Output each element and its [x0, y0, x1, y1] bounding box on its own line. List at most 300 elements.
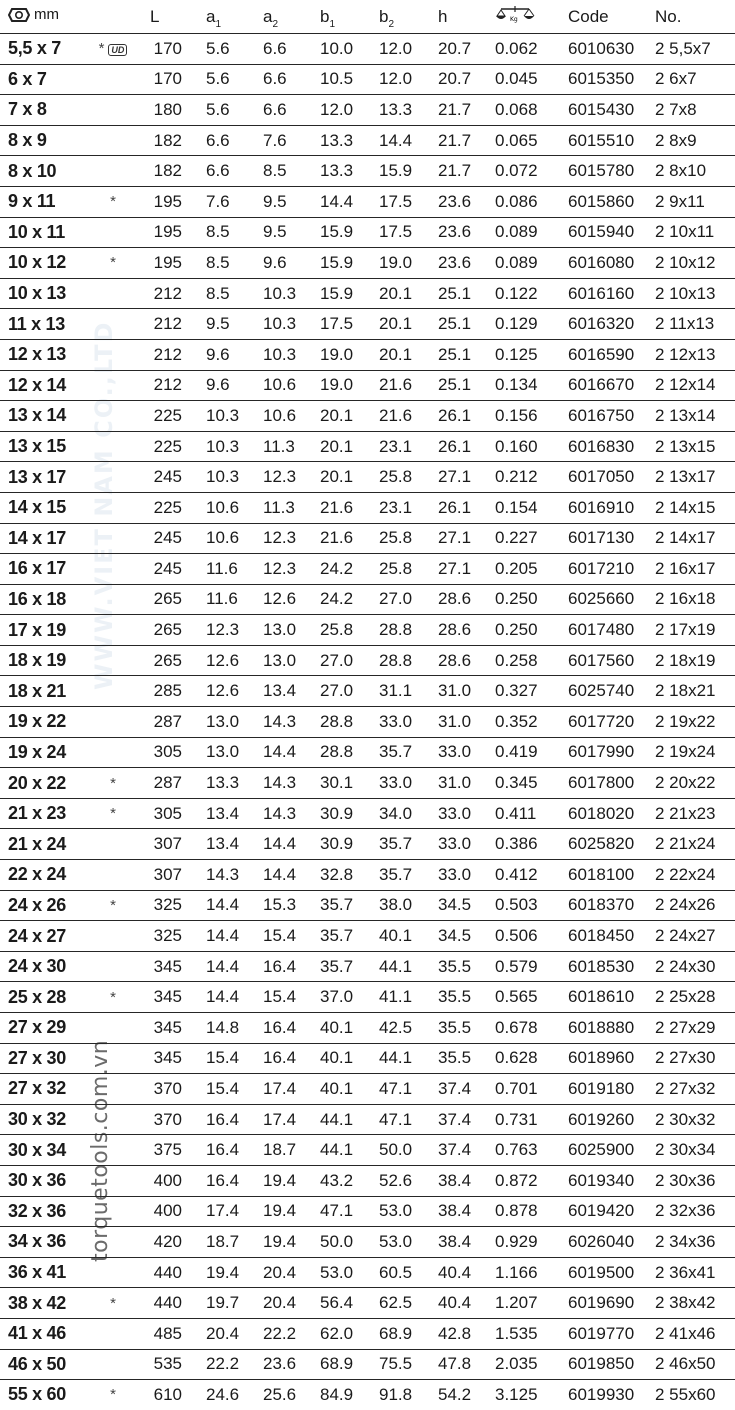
code-cell: 6025740 [568, 676, 655, 707]
code-cell: 6018370 [568, 890, 655, 921]
col-header-b1: $b_1$ [320, 6, 336, 30]
length-cell: 440 [143, 1288, 206, 1319]
table-row [0, 248, 735, 279]
b2-cell: 53.0 [379, 1227, 438, 1258]
mark-cell [83, 64, 143, 95]
part-no-cell: 2 24x26 [655, 890, 735, 921]
size-cell: 13 x 15 [0, 431, 83, 462]
table-row [0, 64, 735, 95]
col-header-weight [495, 0, 568, 34]
length-cell: 420 [143, 1227, 206, 1258]
table-row [0, 339, 735, 370]
h-cell: 25.1 [438, 278, 495, 309]
a1-cell: 14.3 [206, 860, 263, 891]
h-cell: 21.7 [438, 95, 495, 126]
length-cell: 440 [143, 1257, 206, 1288]
mark-cell [83, 829, 143, 860]
a1-cell: 12.6 [206, 645, 263, 676]
a1-cell: 5.6 [206, 34, 263, 65]
part-no-cell: 2 19x24 [655, 737, 735, 768]
code-cell: 6015780 [568, 156, 655, 187]
a1-cell: 11.6 [206, 584, 263, 615]
b1-cell: 37.0 [320, 982, 379, 1013]
part-no-cell: 2 5,5x7 [655, 34, 735, 65]
size-cell: 20 x 22 [0, 768, 83, 799]
code-cell: 6015430 [568, 95, 655, 126]
a1-cell: 20.4 [206, 1318, 263, 1349]
b2-cell: 33.0 [379, 707, 438, 738]
b1-cell: 28.8 [320, 737, 379, 768]
length-cell: 345 [143, 982, 206, 1013]
h-cell: 27.1 [438, 554, 495, 585]
b1-cell: 10.0 [320, 34, 379, 65]
h-cell: 35.5 [438, 982, 495, 1013]
length-cell: 307 [143, 829, 206, 860]
a2-cell: 10.6 [263, 401, 320, 432]
a2-cell: 11.3 [263, 431, 320, 462]
size-cell: 9 x 11 [0, 186, 83, 217]
length-cell: 400 [143, 1196, 206, 1227]
weight-cell: 0.258 [495, 645, 568, 676]
size-cell: 14 x 17 [0, 523, 83, 554]
code-cell: 6015940 [568, 217, 655, 248]
weight-cell: 0.878 [495, 1196, 568, 1227]
mark-cell: * [83, 890, 143, 921]
h-cell: 37.4 [438, 1135, 495, 1166]
h-cell: 33.0 [438, 829, 495, 860]
length-cell: 182 [143, 156, 206, 187]
weight-cell: 0.345 [495, 768, 568, 799]
length-cell: 305 [143, 737, 206, 768]
code-cell: 6017990 [568, 737, 655, 768]
a2-cell: 10.3 [263, 278, 320, 309]
mark-cell: * [83, 1380, 143, 1410]
code-cell: 6018100 [568, 860, 655, 891]
length-cell: 285 [143, 676, 206, 707]
b1-cell: 35.7 [320, 921, 379, 952]
b2-cell: 31.1 [379, 676, 438, 707]
table-row [0, 217, 735, 248]
part-no-cell: 2 41x46 [655, 1318, 735, 1349]
b2-cell: 17.5 [379, 217, 438, 248]
table-row [0, 34, 735, 65]
a2-cell: 9.6 [263, 248, 320, 279]
table-row [0, 890, 735, 921]
code-cell: 6010630 [568, 34, 655, 65]
code-cell: 6025660 [568, 584, 655, 615]
table-row [0, 370, 735, 401]
part-no-cell: 2 14x17 [655, 523, 735, 554]
table-row [0, 951, 735, 982]
h-cell: 42.8 [438, 1318, 495, 1349]
a2-cell: 17.4 [263, 1074, 320, 1105]
length-cell: 170 [143, 64, 206, 95]
weight-cell: 0.227 [495, 523, 568, 554]
b2-cell: 14.4 [379, 125, 438, 156]
a1-cell: 11.6 [206, 554, 263, 585]
a1-cell: 16.4 [206, 1135, 263, 1166]
size-cell: 30 x 36 [0, 1165, 83, 1196]
part-no-cell: 2 32x36 [655, 1196, 735, 1227]
code-cell: 6016910 [568, 492, 655, 523]
size-cell: 8 x 10 [0, 156, 83, 187]
mark-cell: * [83, 1288, 143, 1319]
a2-cell: 13.4 [263, 676, 320, 707]
h-cell: 35.5 [438, 951, 495, 982]
a1-cell: 7.6 [206, 186, 263, 217]
size-cell: 8 x 9 [0, 125, 83, 156]
b2-cell: 47.1 [379, 1104, 438, 1135]
h-cell: 31.0 [438, 707, 495, 738]
mark-cell: * [83, 248, 143, 279]
table-row [0, 1196, 735, 1227]
a1-cell: 6.6 [206, 156, 263, 187]
size-cell: 10 x 12 [0, 248, 83, 279]
mark-cell [83, 737, 143, 768]
table-row [0, 768, 735, 799]
b1-cell: 20.1 [320, 401, 379, 432]
b2-cell: 20.1 [379, 309, 438, 340]
b2-cell: 40.1 [379, 921, 438, 952]
a2-cell: 14.4 [263, 829, 320, 860]
h-cell: 25.1 [438, 339, 495, 370]
b1-cell: 47.1 [320, 1196, 379, 1227]
part-no-cell: 2 10x13 [655, 278, 735, 309]
a1-cell: 14.4 [206, 921, 263, 952]
code-cell: 6018020 [568, 798, 655, 829]
a1-cell: 17.4 [206, 1196, 263, 1227]
mark-cell [83, 1165, 143, 1196]
part-no-cell: 2 21x23 [655, 798, 735, 829]
weight-cell: 0.412 [495, 860, 568, 891]
table-row [0, 921, 735, 952]
b2-cell: 13.3 [379, 95, 438, 126]
a2-cell: 12.6 [263, 584, 320, 615]
weight-cell: 0.089 [495, 248, 568, 279]
mark-cell [83, 1104, 143, 1135]
b2-cell: 34.0 [379, 798, 438, 829]
part-no-cell: 2 11x13 [655, 309, 735, 340]
length-cell: 307 [143, 860, 206, 891]
size-unit-label: mm [34, 6, 59, 24]
part-no-cell: 2 16x18 [655, 584, 735, 615]
weight-cell: 0.068 [495, 95, 568, 126]
length-cell: 400 [143, 1165, 206, 1196]
part-no-cell: 2 8x9 [655, 125, 735, 156]
code-cell: 6017720 [568, 707, 655, 738]
length-cell: 245 [143, 523, 206, 554]
mark-cell [83, 860, 143, 891]
table-row [0, 1043, 735, 1074]
length-cell: 245 [143, 462, 206, 493]
hex-nut-icon [8, 8, 30, 22]
table-row [0, 1227, 735, 1258]
length-cell: 370 [143, 1074, 206, 1105]
length-cell: 265 [143, 645, 206, 676]
part-no-cell: 2 20x22 [655, 768, 735, 799]
b1-cell: 50.0 [320, 1227, 379, 1258]
mark-cell [83, 217, 143, 248]
mark-cell: * [83, 982, 143, 1013]
length-cell: 305 [143, 798, 206, 829]
b2-cell: 52.6 [379, 1165, 438, 1196]
a2-cell: 6.6 [263, 34, 320, 65]
length-cell: 610 [143, 1380, 206, 1410]
a2-cell: 19.4 [263, 1227, 320, 1258]
b2-cell: 25.8 [379, 462, 438, 493]
mark-cell: * [83, 768, 143, 799]
code-cell: 6019180 [568, 1074, 655, 1105]
part-no-cell: 2 30x34 [655, 1135, 735, 1166]
h-cell: 35.5 [438, 1013, 495, 1044]
a1-cell: 5.6 [206, 64, 263, 95]
h-cell: 23.6 [438, 186, 495, 217]
a1-cell: 22.2 [206, 1349, 263, 1380]
b1-cell: 35.7 [320, 890, 379, 921]
b1-cell: 14.4 [320, 186, 379, 217]
h-cell: 38.4 [438, 1227, 495, 1258]
weight-cell: 0.386 [495, 829, 568, 860]
h-cell: 38.4 [438, 1196, 495, 1227]
mark-cell [83, 645, 143, 676]
b2-cell: 21.6 [379, 370, 438, 401]
h-cell: 47.8 [438, 1349, 495, 1380]
a1-cell: 18.7 [206, 1227, 263, 1258]
size-cell: 18 x 21 [0, 676, 83, 707]
a2-cell: 14.3 [263, 707, 320, 738]
part-no-cell: 2 22x24 [655, 860, 735, 891]
a1-cell: 13.3 [206, 768, 263, 799]
mark-cell [83, 951, 143, 982]
b1-cell: 40.1 [320, 1074, 379, 1105]
b2-cell: 25.8 [379, 554, 438, 585]
size-cell: 17 x 19 [0, 615, 83, 646]
part-no-cell: 2 21x24 [655, 829, 735, 860]
weight-cell: 0.125 [495, 339, 568, 370]
b1-cell: 62.0 [320, 1318, 379, 1349]
table-row [0, 186, 735, 217]
b1-cell: 27.0 [320, 676, 379, 707]
header-row [0, 0, 735, 34]
h-cell: 31.0 [438, 768, 495, 799]
table-row [0, 676, 735, 707]
weight-cell: 0.205 [495, 554, 568, 585]
table-row [0, 278, 735, 309]
part-no-cell: 2 27x30 [655, 1043, 735, 1074]
a1-cell: 13.0 [206, 737, 263, 768]
size-cell: 10 x 11 [0, 217, 83, 248]
h-cell: 33.0 [438, 798, 495, 829]
h-cell: 28.6 [438, 645, 495, 676]
mark-cell [83, 156, 143, 187]
part-no-cell: 2 7x8 [655, 95, 735, 126]
length-cell: 212 [143, 309, 206, 340]
table-row [0, 829, 735, 860]
b1-cell: 13.3 [320, 125, 379, 156]
b1-cell: 24.2 [320, 554, 379, 585]
a1-cell: 8.5 [206, 248, 263, 279]
code-cell: 6015510 [568, 125, 655, 156]
part-no-cell: 2 13x15 [655, 431, 735, 462]
a1-cell: 8.5 [206, 217, 263, 248]
mark-cell [83, 1318, 143, 1349]
col-header-a2: $a_2$ [263, 6, 279, 30]
a2-cell: 12.3 [263, 554, 320, 585]
h-cell: 54.2 [438, 1380, 495, 1410]
size-cell: 32 x 36 [0, 1196, 83, 1227]
h-cell: 37.4 [438, 1074, 495, 1105]
b2-cell: 25.8 [379, 523, 438, 554]
col-header-b2: $b_2$ [379, 6, 395, 30]
table-row [0, 95, 735, 126]
h-cell: 25.1 [438, 370, 495, 401]
a1-cell: 15.4 [206, 1043, 263, 1074]
part-no-cell: 2 25x28 [655, 982, 735, 1013]
mark-cell [83, 615, 143, 646]
b1-cell: 21.6 [320, 523, 379, 554]
part-no-cell: 2 34x36 [655, 1227, 735, 1258]
b2-cell: 23.1 [379, 492, 438, 523]
b1-cell: 19.0 [320, 370, 379, 401]
part-no-cell: 2 30x36 [655, 1165, 735, 1196]
length-cell: 195 [143, 248, 206, 279]
table-row [0, 615, 735, 646]
mark-cell [83, 1043, 143, 1074]
mark-cell [83, 1135, 143, 1166]
b2-cell: 35.7 [379, 737, 438, 768]
weight-cell: 0.678 [495, 1013, 568, 1044]
mark-cell [83, 554, 143, 585]
size-cell: 22 x 24 [0, 860, 83, 891]
table-row [0, 523, 735, 554]
b1-cell: 27.0 [320, 645, 379, 676]
size-cell: 21 x 24 [0, 829, 83, 860]
mark-cell [83, 278, 143, 309]
b2-cell: 20.1 [379, 278, 438, 309]
col-header-code: Code [568, 6, 609, 26]
b1-cell: 40.1 [320, 1013, 379, 1044]
length-cell: 212 [143, 339, 206, 370]
a1-cell: 13.4 [206, 798, 263, 829]
part-no-cell: 2 30x32 [655, 1104, 735, 1135]
weight-cell: 0.250 [495, 584, 568, 615]
a1-cell: 19.4 [206, 1257, 263, 1288]
code-cell: 6017130 [568, 523, 655, 554]
b2-cell: 15.9 [379, 156, 438, 187]
a1-cell: 13.0 [206, 707, 263, 738]
table-row [0, 554, 735, 585]
b2-cell: 44.1 [379, 951, 438, 982]
weight-cell: 0.419 [495, 737, 568, 768]
code-cell: 6025820 [568, 829, 655, 860]
code-cell: 6016590 [568, 339, 655, 370]
length-cell: 345 [143, 951, 206, 982]
part-no-cell: 2 16x17 [655, 554, 735, 585]
part-no-cell: 2 12x14 [655, 370, 735, 401]
a2-cell: 14.4 [263, 860, 320, 891]
size-cell: 25 x 28 [0, 982, 83, 1013]
length-cell: 287 [143, 707, 206, 738]
code-cell: 6019260 [568, 1104, 655, 1135]
table-row [0, 1074, 735, 1105]
b1-cell: 30.1 [320, 768, 379, 799]
part-no-cell: 2 27x32 [655, 1074, 735, 1105]
weight-cell: 0.160 [495, 431, 568, 462]
code-cell: 6019690 [568, 1288, 655, 1319]
weight-cell: 0.072 [495, 156, 568, 187]
mark-cell [83, 1013, 143, 1044]
a2-cell: 16.4 [263, 1043, 320, 1074]
b1-cell: 53.0 [320, 1257, 379, 1288]
part-no-cell: 2 18x19 [655, 645, 735, 676]
table-row [0, 584, 735, 615]
a1-cell: 8.5 [206, 278, 263, 309]
mark-cell [83, 339, 143, 370]
table-row [0, 431, 735, 462]
weight-cell: 0.565 [495, 982, 568, 1013]
a1-cell: 24.6 [206, 1380, 263, 1410]
b2-cell: 19.0 [379, 248, 438, 279]
table-row [0, 707, 735, 738]
weight-cell: 0.212 [495, 462, 568, 493]
h-cell: 27.1 [438, 462, 495, 493]
size-cell: 21 x 23 [0, 798, 83, 829]
part-no-cell: 2 55x60 [655, 1380, 735, 1410]
part-no-cell: 2 9x11 [655, 186, 735, 217]
a2-cell: 6.6 [263, 95, 320, 126]
h-cell: 26.1 [438, 492, 495, 523]
b1-cell: 40.1 [320, 1043, 379, 1074]
h-cell: 37.4 [438, 1104, 495, 1135]
length-cell: 265 [143, 615, 206, 646]
b2-cell: 42.5 [379, 1013, 438, 1044]
b1-cell: 30.9 [320, 829, 379, 860]
size-cell: 27 x 30 [0, 1043, 83, 1074]
a1-cell: 16.4 [206, 1104, 263, 1135]
b2-cell: 20.1 [379, 339, 438, 370]
a1-cell: 6.6 [206, 125, 263, 156]
a2-cell: 8.5 [263, 156, 320, 187]
b1-cell: 35.7 [320, 951, 379, 982]
a2-cell: 14.4 [263, 737, 320, 768]
length-cell: 212 [143, 278, 206, 309]
a2-cell: 22.2 [263, 1318, 320, 1349]
part-no-cell: 2 46x50 [655, 1349, 735, 1380]
b2-cell: 33.0 [379, 768, 438, 799]
b2-cell: 38.0 [379, 890, 438, 921]
code-cell: 6018610 [568, 982, 655, 1013]
weight-cell: 1.207 [495, 1288, 568, 1319]
weight-cell: 3.125 [495, 1380, 568, 1410]
table-row [0, 645, 735, 676]
weight-cell: 0.579 [495, 951, 568, 982]
weight-cell: 0.731 [495, 1104, 568, 1135]
table-row [0, 1380, 735, 1410]
b1-cell: 15.9 [320, 278, 379, 309]
a2-cell: 13.0 [263, 615, 320, 646]
part-no-cell: 2 36x41 [655, 1257, 735, 1288]
b1-cell: 56.4 [320, 1288, 379, 1319]
svg-text:Kg: Kg [510, 16, 518, 23]
b1-cell: 21.6 [320, 492, 379, 523]
part-no-cell: 2 8x10 [655, 156, 735, 187]
part-no-cell: 2 10x11 [655, 217, 735, 248]
length-cell: 325 [143, 921, 206, 952]
mark-header [83, 0, 143, 34]
mark-cell [83, 492, 143, 523]
table-row [0, 1257, 735, 1288]
a2-cell: 20.4 [263, 1288, 320, 1319]
